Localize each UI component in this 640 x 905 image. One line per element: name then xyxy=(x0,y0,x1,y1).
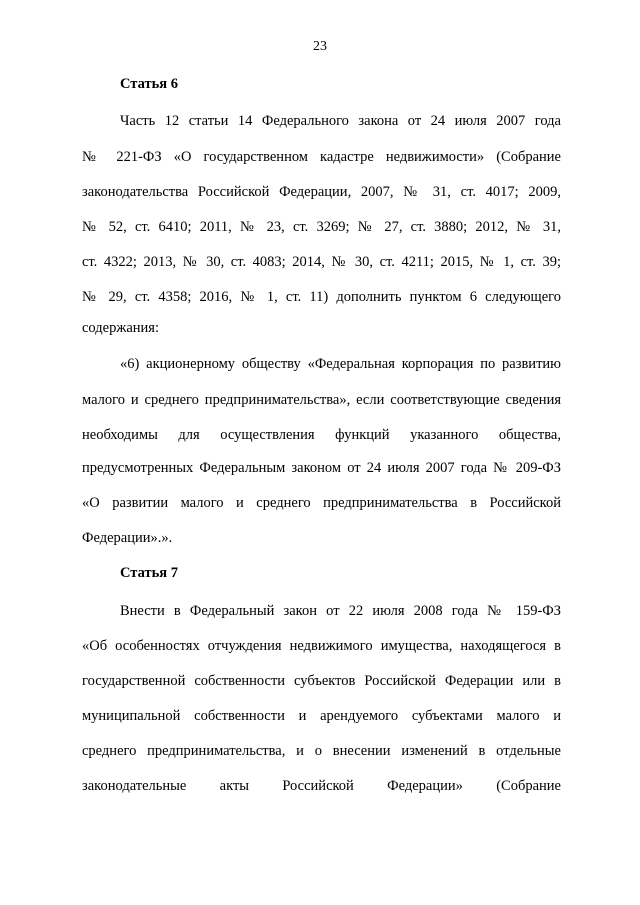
text-line: государственной собственности субъектов Российской Федерации или в xyxy=(82,673,561,689)
text-line: № 221-ФЗ «О государственном кадастре недвижимости» (Собрание xyxy=(82,149,561,165)
quote-line: малого и среднего предпринимательства», если соответствующие сведения xyxy=(82,392,561,408)
text-line: законодательства Российской Федерации, 2007, № 31, ст. 4017; 2009, xyxy=(82,184,561,200)
text-line: ст. 4322; 2013, № 30, ст. 4083; 2014, № 30, ст. 4211; 2015, № 1, ст. 39; xyxy=(82,254,561,270)
quote-line: «О развитии малого и среднего предпринимательства в Российской xyxy=(82,495,561,511)
article-7-heading: Статья 7 xyxy=(120,565,178,581)
text-line: № 52, ст. 6410; 2011, № 23, ст. 3269; № 27, ст. 3880; 2012, № 31, xyxy=(82,219,561,235)
text-line: содержания: xyxy=(82,320,160,336)
quote-line: предусмотренных Федеральным законом от 24 июля 2007 года № 209-ФЗ xyxy=(82,460,561,476)
article-6-heading: Статья 6 xyxy=(120,76,178,92)
text-line: «Об особенностях отчуждения недвижимого имущества, находящегося в xyxy=(82,638,561,654)
text-line: муниципальной собственности и арендуемого субъектами малого и xyxy=(82,708,561,724)
text-line: среднего предпринимательства, и о внесении изменений в отдельные xyxy=(82,743,561,759)
quote-line: Федерации».». xyxy=(82,530,173,546)
text-line: законодательные акты Российской Федерации» (Собрание xyxy=(82,778,561,794)
text-line: Внести в Федеральный закон от 22 июля 2008 года № 159-ФЗ xyxy=(120,603,561,619)
text-line: Часть 12 статьи 14 Федерального закона от 24 июля 2007 года xyxy=(120,113,561,129)
page-number: 23 xyxy=(313,39,327,54)
text-line: № 29, ст. 4358; 2016, № 1, ст. 11) дополнить пунктом 6 следующего xyxy=(82,289,561,305)
quote-line: необходимы для осуществления функций указанного общества, xyxy=(82,427,561,443)
quote-line: «6) акционерному обществу «Федеральная корпорация по развитию xyxy=(120,356,561,372)
